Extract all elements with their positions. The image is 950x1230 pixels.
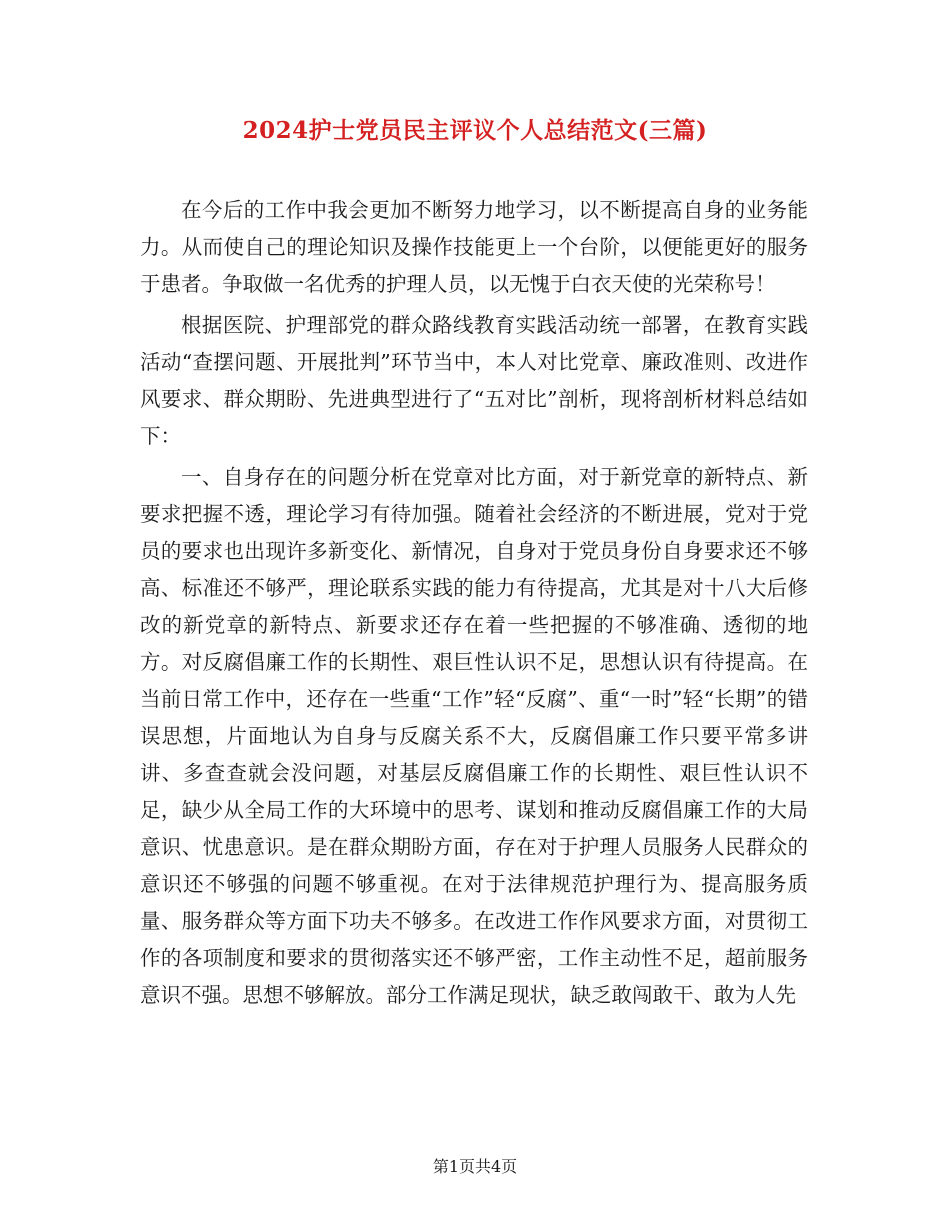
paragraph-3: 一、自身存在的问题分析在党章对比方面，对于新党章的新特点、新要求把握不透，理论学习有待加强。随着社会经济的不断进展，党对于党员的要求也出现许多新变化、新情况，自身对于党员身份自身要求还不够高、标准还不够严，理论联系实践的能力有待提高，尤其是对十八大后修改的新党章的新特点、新要求还存在着一些把握的不够准确、透彻的地方。对反腐倡廉工作的长期性、艰巨性认识不足，思想认识有待提高。在当前日常工作中，还存在一些重“工作”轻“反腐”、重“一时”轻“长期”的错误思想，片面地认为自身与反腐关系不大，反腐倡廉工作只要平常多讲讲、多查查就会没问题，对基层反腐倡廉工作的长期性、艰巨性认识不足，缺少从全局工作的大环境中的思考、谋划和推动反腐倡廉工作的大局意识、忧患意识。是在群众期盼方面，存在对于护理人员服务人民群众的意识还不够强的问题不够重视。在对于法律规范护理行为、提高服务质量、服务群众等方面下功夫不够多。在改进工作作风要求方面，对贯彻工作的各项制度和要求的贯彻落实还不够严密，工作主动性不足，超前服务意识不强。思想不够解放。部分工作满足现状，缺乏敢闯敢干、敢为人先: [140, 465, 808, 1007]
page-indicator: 第1页共4页: [432, 1157, 518, 1176]
paragraph-1: 在今后的工作中我会更加不断努力地学习，以不断提高自身的业务能力。从而使自己的理论知识及操作技能更上一个台阶，以便能更好的服务于患者。争取做一名优秀的护理人员，以无愧于白衣天使的光荣称号！: [140, 198, 808, 296]
paragraph-2: 根据医院、护理部党的群众路线教育实践活动统一部署，在教育实践活动“查摆问题、开展批判”环节当中，本人对比党章、廉政准则、改进作风要求、群众期盼、先进典型进行了“五对比”剖析，现将剖析材料总结如下：: [140, 313, 808, 448]
page-footer: [0, 1154, 950, 1177]
document-title: 2024护士党员民主评议个人总结范文(三篇): [242, 117, 708, 144]
document-body: [140, 192, 808, 1018]
